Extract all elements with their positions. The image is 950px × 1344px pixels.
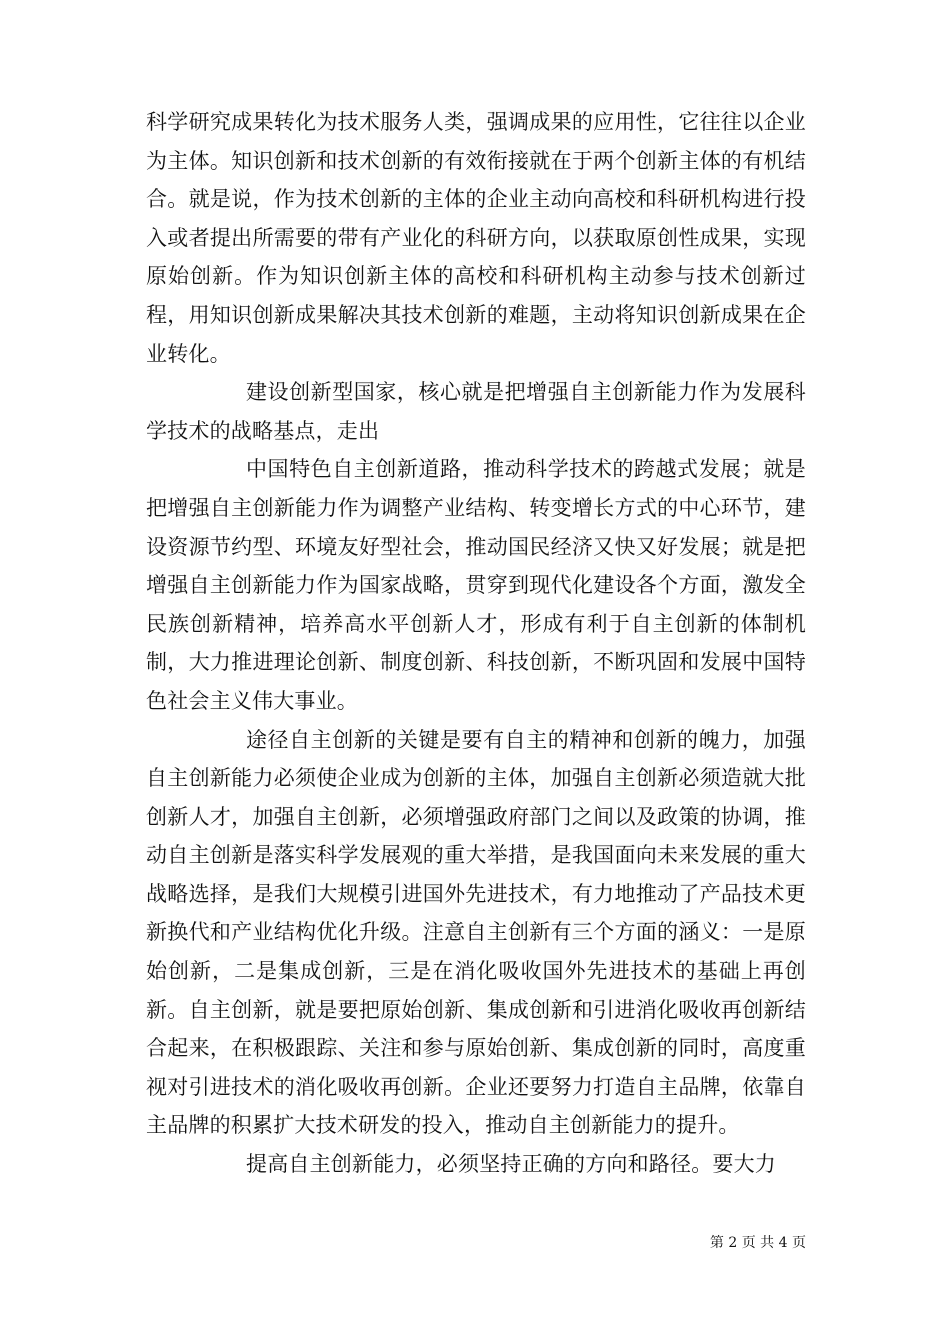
page-number-footer: 第 2 页 共 4 页 <box>709 1235 806 1251</box>
paragraph-2: 建设创新型国家，核心就是把增强自主创新能力作为发展科学技术的战略基点，走出 <box>146 380 806 443</box>
paragraph-4: 途径自主创新的关键是要有自主的精神和创新的魄力，加强自主创新能力必须使企业成为创新的主体，加强自主创新必须造就大批创新人才，加强自主创新，必须增强政府部门之间以及政策的协调，推动自主创新是落实科学发展观的重大举措，是我国面向未来发展的重大战略选择，是我们大规模引进国外先进技术，有力地推动了产品技术更新换代和产业结构优化升级。注意自主创新有三个方面的涵义：一是原始创新，二是集成创新，三是在消化吸收国外先进技术的基础上再创新。自主创新，就是要把原始创新、集成创新和引进消化吸收再创新结合起来，在积极跟踪、关注和参与原始创新、集成创新的同时，高度重视对引进技术的消化吸收再创新。企业还要努力打造自主品牌，依靠自主品牌的积累扩大技术研发的投入，推动自主创新能力的提升。 <box>146 727 806 1138</box>
paragraph-1: 科学研究成果转化为技术服务人类，强调成果的应用性，它往往以企业为主体。知识创新和技术创新的有效衔接就在于两个创新主体的有机结合。就是说，作为技术创新的主体的企业主动向高校和科研机构进行投入或者提出所需要的带有产业化的科研方向，以获取原创性成果，实现原始创新。作为知识创新主体的高校和科研机构主动参与技术创新过程，用知识创新成果解决其技术创新的难题，主动将知识创新成果在企业转化。 <box>146 110 806 366</box>
paragraph-5: 提高自主创新能力，必须坚持正确的方向和路径。要大力 <box>246 1152 776 1177</box>
body-text <box>146 103 806 1184</box>
paragraph-3: 中国特色自主创新道路，推动科学技术的跨越式发展；就是把增强自主创新能力作为调整产业结构、转变增长方式的中心环节，建设资源节约型、环境友好型社会，推动国民经济又快又好发展；就是把增强自主创新能力作为国家战略，贯穿到现代化建设各个方面，激发全民族创新精神，培养高水平创新人才，形成有利于自主创新的体制机制，大力推进理论创新、制度创新、科技创新，不断巩固和发展中国特色社会主义伟大事业。 <box>146 457 806 713</box>
